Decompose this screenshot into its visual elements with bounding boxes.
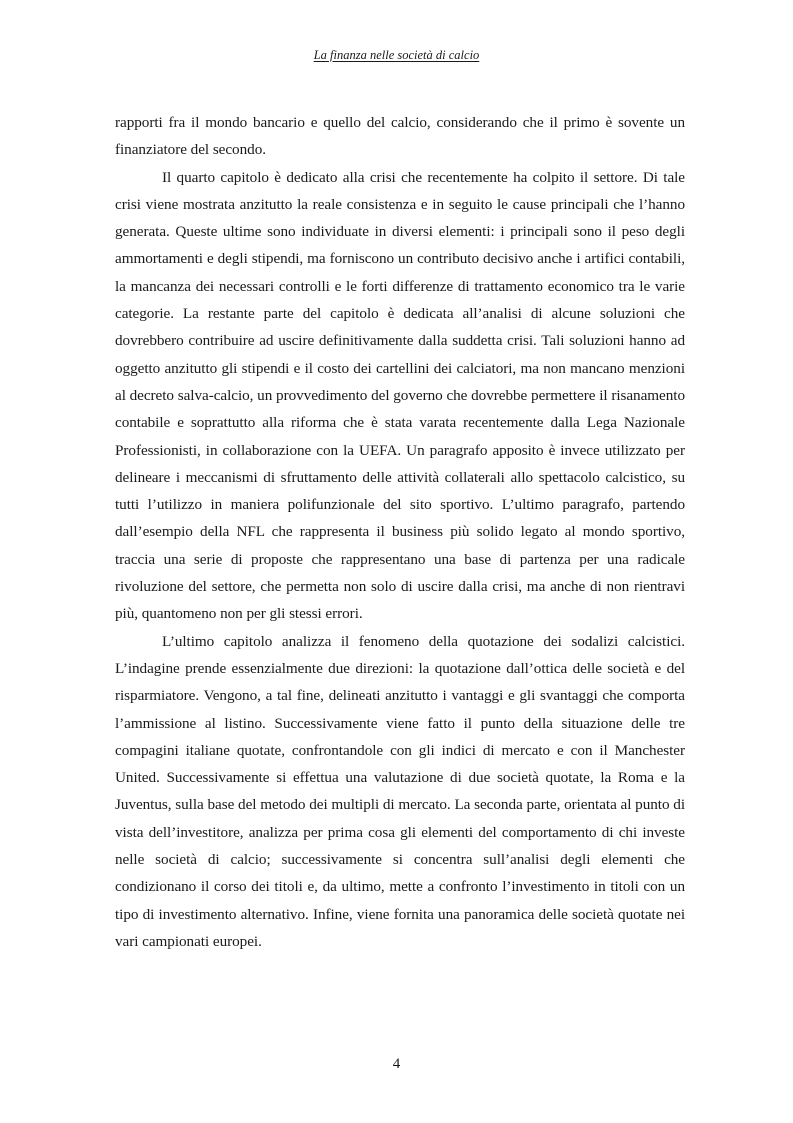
document-body [115,109,685,955]
paragraph-continuation: rapporti fra il mondo bancario e quello del calcio, considerando che il primo è sovente un finanziatore del secondo. [115,114,685,159]
paragraph-quarto-capitolo: Il quarto capitolo è dedicato alla crisi che recentemente ha colpito il settore. Di tale crisi viene mostrata anzitutto la reale consistenza e in seguito le cause principali che l’hanno generata. Queste ultime sono individuate in diversi elementi: i principali sono il peso degli ammortamenti e degli stipendi, ma forniscono un contributo decisivo anche i artifici contabili, la mancanza dei necessari controlli e le forti differenze di trattamento economico tra le varie categorie. La restante parte del capitolo è dedicata all’analisi di alcune soluzioni che dovrebbero contribuire ad uscire definitivamente dalla suddetta crisi. Tali soluzioni hanno ad oggetto anzitutto gli stipendi e il costo dei cartellini dei calciatori, ma non mancano menzioni al decreto salva-calcio, un provvedimento del governo che dovrebbe permettere il risanamento contabile e soprattutto alla riforma che è stata varata recentemente dalla Lega Nazionale Professionisti, in collaborazione con la UEFA. Un paragrafo apposito è invece utilizzato per delineare i meccanismi di sfruttamento delle attività collaterali allo spettacolo calcistico, su tutti l’utilizzo in maniera polifunzionale del sito sportivo. L’ultimo paragrafo, partendo dall’esempio della NFL che rappresenta il business più solido legato al mondo sportivo, traccia una serie di proposte che rappresentano una base di partenza per una radicale rivoluzione del settore, che permetta non solo di uscire dalla crisi, ma anche di non rientravi più, quantomeno non per gli stessi errori. [115,168,685,623]
paragraph-ultimo-capitolo: L’ultimo capitolo analizza il fenomeno della quotazione dei sodalizi calcistici. L’indagine prende essenzialmente due direzioni: la quotazione dall’ottica delle società e del risparmiatore. Vengono, a tal fine, delineati anzitutto i vantaggi e gli svantaggi che comporta l’ammissione al listino. Successivamente viene fatto il punto della situazione delle tre compagini italiane quotate, confrontandole con gli indici di mercato e con il Manchester United. Successivamente si effettua una valutazione di due società quotate, la Roma e la Juventus, sulla base del metodo dei multipli di mercato. La seconda parte, orientata al punto di vista dell’investitore, analizza per prima cosa gli elementi del comportamento di chi investe nelle società di calcio; successivamente si concentra sull’analisi degli elementi che condizionano il corso dei titoli e, da ultimo, mette a confronto l’investimento in titoli con un tipo di investimento alternativo. Infine, viene fornita una panoramica delle società quotate nei vari campionati europei. [115,632,685,950]
page-number: 4 [392,1056,401,1072]
running-header-title: La finanza nelle società di calcio [313,48,480,62]
